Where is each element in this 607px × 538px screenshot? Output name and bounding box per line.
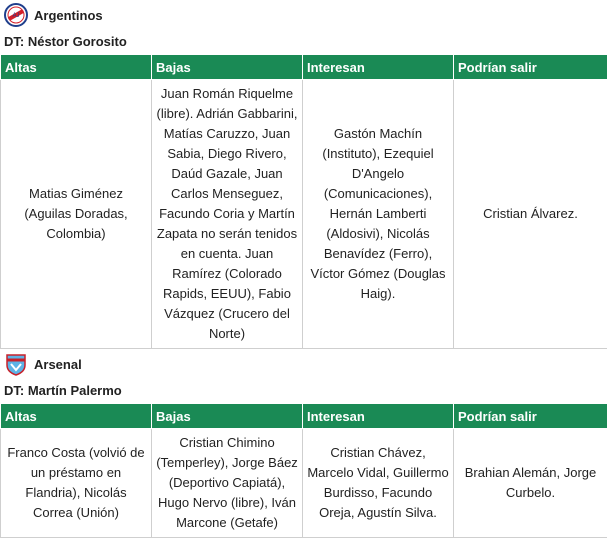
table-header-row: [1, 55, 607, 80]
table-row: [1, 80, 607, 349]
header-podrian-salir: Podrían salir: [454, 404, 607, 429]
header-bajas: Bajas: [152, 55, 303, 80]
club-name: Arsenal: [34, 357, 82, 372]
coach-name: DT: Martín Palermo: [0, 379, 607, 403]
header-altas: Altas: [1, 404, 152, 429]
header-bajas: Bajas: [152, 404, 303, 429]
cell-altas: Franco Costa (volvió de un préstamo en Flandria), Nicolás Correa (Unión): [1, 429, 152, 538]
argentinos-crest-icon: [4, 3, 28, 27]
club-header: [0, 0, 607, 30]
club-section-arsenal: [0, 349, 607, 538]
cell-bajas: Cristian Chimino (Temperley), Jorge Báez (Deportivo Capiatá), Hugo Nervo (libre), Iván Marcone (Getafe): [152, 429, 303, 538]
svg-text:AJ: AJ: [12, 13, 19, 19]
cell-podrian-salir: Cristian Álvarez.: [454, 80, 607, 349]
cell-altas: Matias Giménez (Aguilas Doradas, Colombia): [1, 80, 152, 349]
table-header-row: [1, 404, 607, 429]
coach-name: DT: Néstor Gorosito: [0, 30, 607, 54]
header-interesan: Interesan: [303, 404, 454, 429]
arsenal-crest-icon: [4, 352, 28, 376]
header-podrian-salir: Podrían salir: [454, 55, 607, 80]
cell-interesan: Cristian Chávez, Marcelo Vidal, Guillermo Burdisso, Facundo Oreja, Agustín Silva.: [303, 429, 454, 538]
cell-bajas: Juan Román Riquelme (libre). Adrián Gabbarini, Matías Caruzzo, Juan Sabia, Diego Rivero, Daúd Gazale, Juan Carlos Menseguez, Facundo Coria y Martín Zapata no serán tenidos en cuenta. Juan Ramírez (Colorado Rapids, EEUU), Fabio Vázquez (Crucero del Norte): [152, 80, 303, 349]
transfers-table: [0, 403, 607, 538]
club-name: Argentinos: [34, 8, 103, 23]
cell-interesan: Gastón Machín (Instituto), Ezequiel D'Angelo (Comunicaciones), Hernán Lamberti (Aldosivi), Nicolás Benavídez (Ferro), Víctor Gómez (Douglas Haig).: [303, 80, 454, 349]
header-altas: Altas: [1, 55, 152, 80]
cell-podrian-salir: Brahian Alemán, Jorge Curbelo.: [454, 429, 607, 538]
header-interesan: Interesan: [303, 55, 454, 80]
club-header: [0, 349, 607, 379]
table-row: [1, 429, 607, 538]
transfers-table: [0, 54, 607, 349]
